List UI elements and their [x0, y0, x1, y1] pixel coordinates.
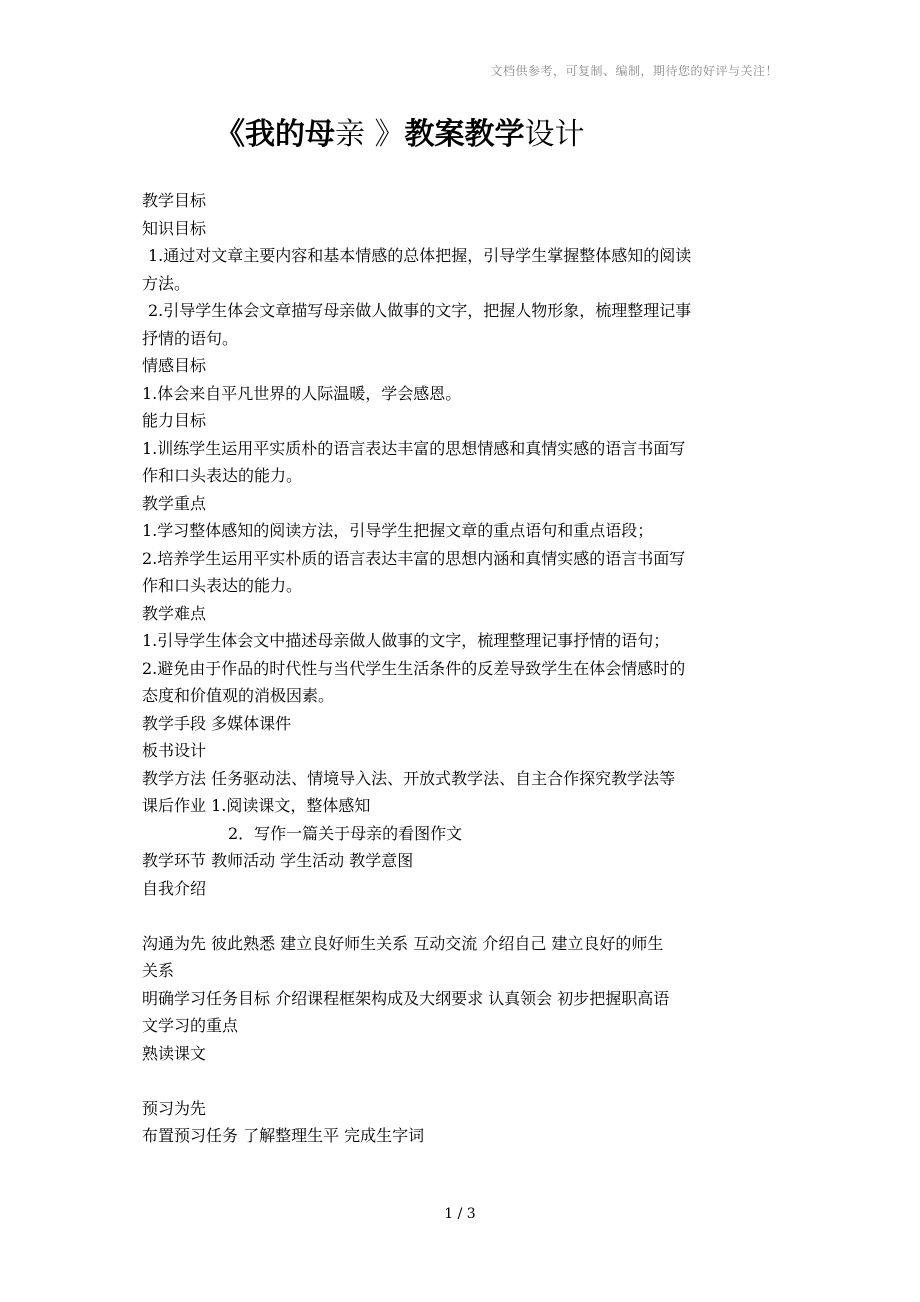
teaching-means: 教学手段 多媒体课件 — [142, 713, 292, 733]
preview-first: 预习为先 — [142, 1098, 207, 1118]
blank-line — [142, 902, 782, 930]
knowledge-goal-1: 1.通过对文章主要内容和基本情感的总体把握，引导学生掌握整体感知的阅读 — [148, 246, 692, 265]
ability-goal-1-cont: 作和口头表达的能力。 — [142, 466, 303, 485]
self-introduction: 自我介绍 — [142, 878, 207, 898]
emotion-goal-1: 1.体会来自平凡世界的人际温暖，学会感恩。 — [142, 383, 462, 403]
key-point-1: 1.学习整体感知的阅读方法，引导学生把握文章的重点语句和重点语段； — [142, 521, 654, 540]
key-point-2-cont: 作和口头表达的能力。 — [142, 576, 303, 595]
ability-goal-1: 1.训练学生运用平实质朴的语言表达丰富的思想情感和真情实感的语言书面写 — [142, 438, 686, 458]
heading-emotion-goals: 情感目标 — [142, 356, 207, 375]
knowledge-goal-2-cont: 抒情的语句。 — [142, 328, 239, 348]
task-goal-row: 明确学习任务目标 介绍课程框架构成及大纲要求 认真领会 初步把握职高语 — [142, 988, 670, 1008]
page-number: 1 / 3 — [444, 1206, 476, 1222]
difficulty-2-cont: 态度和价值观的消极因素。 — [142, 686, 335, 705]
heading-key-points: 教学重点 — [142, 493, 207, 513]
heading-difficulties: 教学难点 — [142, 603, 207, 623]
preview-tasks-row: 布置预习任务 了解整理生平 完成生字词 — [142, 1126, 425, 1145]
title-part-1: 《我的母 — [215, 117, 335, 152]
heading-ability-goals: 能力目标 — [142, 411, 207, 430]
heading-teaching-goals: 教学目标 — [142, 191, 207, 210]
title-part-4: 设计 — [524, 117, 585, 152]
difficulty-2: 2.避免由于作品的时代性与当代学生生活条件的反差导致学生在体会情感时的 — [142, 658, 686, 678]
document-title — [215, 111, 585, 159]
header-note: 文档供参考，可复制、编制，期待您的好评与关注！ — [490, 64, 778, 78]
difficulty-1: 1.引导学生体会文中描述母亲做人做事的文字，梳理整理记事抒情的语句； — [142, 631, 670, 650]
homework-1: 课后作业 1.阅读课文，整体感知 — [142, 796, 371, 815]
key-point-2: 2.培养学生运用平实朴质的语言表达丰富的思想内涵和真情实感的语言书面写 — [142, 548, 686, 568]
read-text: 熟读课文 — [142, 1043, 207, 1063]
knowledge-goal-1-cont: 方法。 — [142, 273, 191, 293]
document-body — [142, 187, 782, 1150]
communication-row: 沟通为先 彼此熟悉 建立良好师生关系 互动交流 介绍自己 建立良好的师生 — [142, 933, 664, 953]
homework-2: 2．写作一篇关于母亲的看图作文 — [228, 823, 463, 843]
title-part-2: 亲 》 — [335, 117, 405, 152]
board-design: 板书设计 — [142, 741, 207, 760]
title-part-3: 教案教学 — [404, 117, 525, 152]
task-goal-row-cont: 文学习的重点 — [142, 1016, 239, 1035]
teaching-stages-header: 教学环节 教师活动 学生活动 教学意图 — [142, 851, 414, 870]
knowledge-goal-2: 2.引导学生体会文章描写母亲做人做事的文字，把握人物形象，梳理整理记事 — [148, 301, 692, 320]
blank-line — [142, 1067, 782, 1095]
communication-row-cont: 关系 — [142, 961, 175, 980]
teaching-methods: 教学方法 任务驱动法、情境导入法、开放式教学法、自主合作探究教学法等 — [142, 768, 676, 788]
heading-knowledge-goals: 知识目标 — [142, 218, 207, 238]
